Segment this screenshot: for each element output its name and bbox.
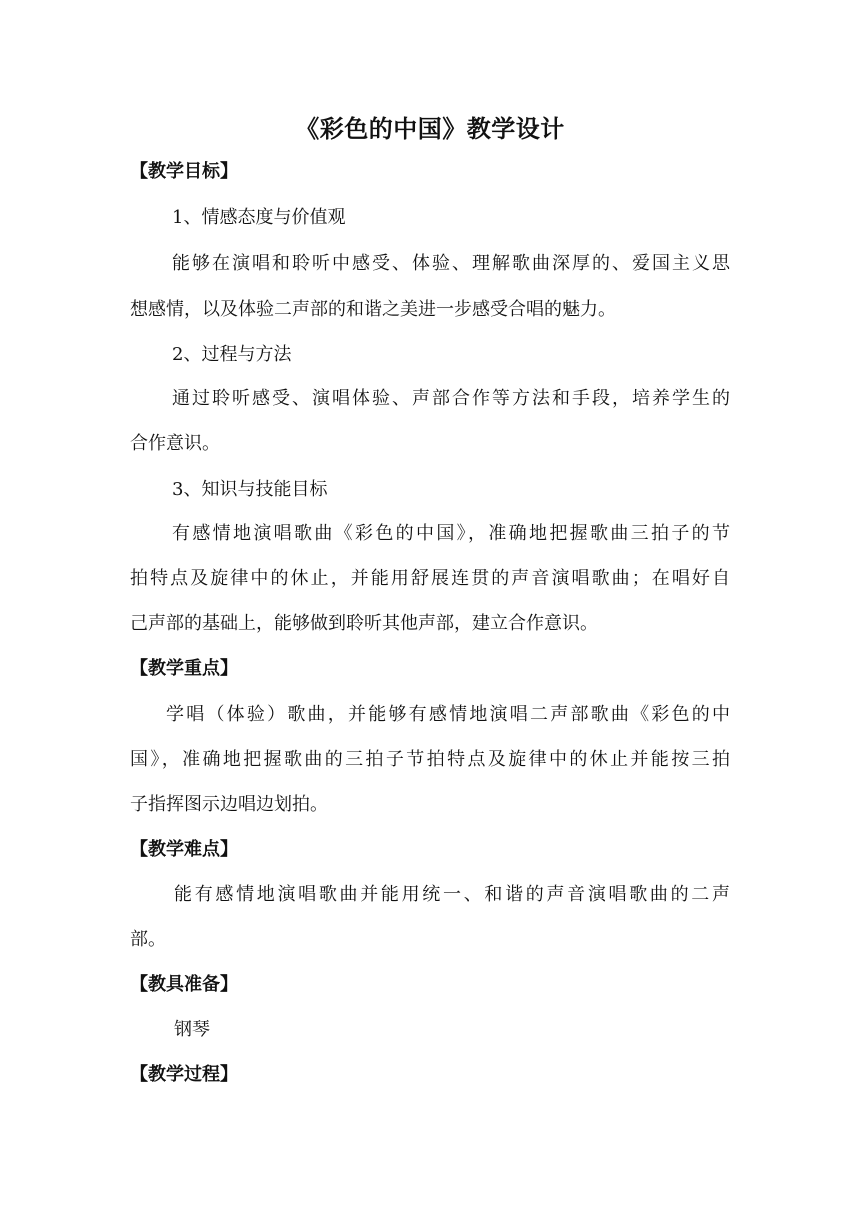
section-heading-objectives: 【教学目标】: [130, 161, 238, 182]
objective-3-line-1: 有感情地演唱歌曲《彩色的中国》，准确地把握歌曲三拍子的节: [172, 523, 730, 544]
difficulties-line-2: 部。: [130, 929, 166, 950]
materials-line-1: 钢琴: [174, 1019, 210, 1040]
difficulties-line-1: 能有感情地演唱歌曲并能用统一、和谐的声音演唱歌曲的二声: [174, 884, 730, 905]
objective-3-line-2: 拍特点及旋律中的休止，并能用舒展连贯的声音演唱歌曲；在唱好自: [130, 568, 730, 589]
objective-2-title: 2、过程与方法: [172, 344, 292, 365]
objective-2-line-1: 通过聆听感受、演唱体验、声部合作等方法和手段，培养学生的: [172, 388, 730, 409]
key-points-line-3: 子指挥图示边唱边划拍。: [130, 794, 328, 815]
document-title: 《彩色的中国》教学设计: [295, 114, 565, 143]
key-points-line-1: 学唱（体验）歌曲，并能够有感情地演唱二声部歌曲《彩色的中: [166, 704, 730, 725]
key-points-line-2: 国》，准确地把握歌曲的三拍子节拍特点及旋律中的休止并能按三拍: [130, 749, 730, 770]
objective-3-line-3: 己声部的基础上，能够做到聆听其他声部，建立合作意识。: [130, 613, 598, 634]
section-heading-difficulties: 【教学难点】: [130, 839, 238, 860]
objective-2-line-2: 合作意识。: [130, 433, 220, 454]
objective-1-line-2: 想感情，以及体验二声部的和谐之美进一步感受合唱的魅力。: [130, 299, 616, 320]
objective-1-line-1: 能够在演唱和聆听中感受、体验、理解歌曲深厚的、爱国主义思: [172, 253, 730, 274]
objective-1-title: 1、情感态度与价值观: [172, 207, 346, 228]
section-heading-materials: 【教具准备】: [130, 974, 238, 995]
section-heading-key-points: 【教学重点】: [130, 658, 238, 679]
section-heading-process: 【教学过程】: [130, 1064, 238, 1085]
objective-3-title: 3、知识与技能目标: [172, 479, 328, 500]
